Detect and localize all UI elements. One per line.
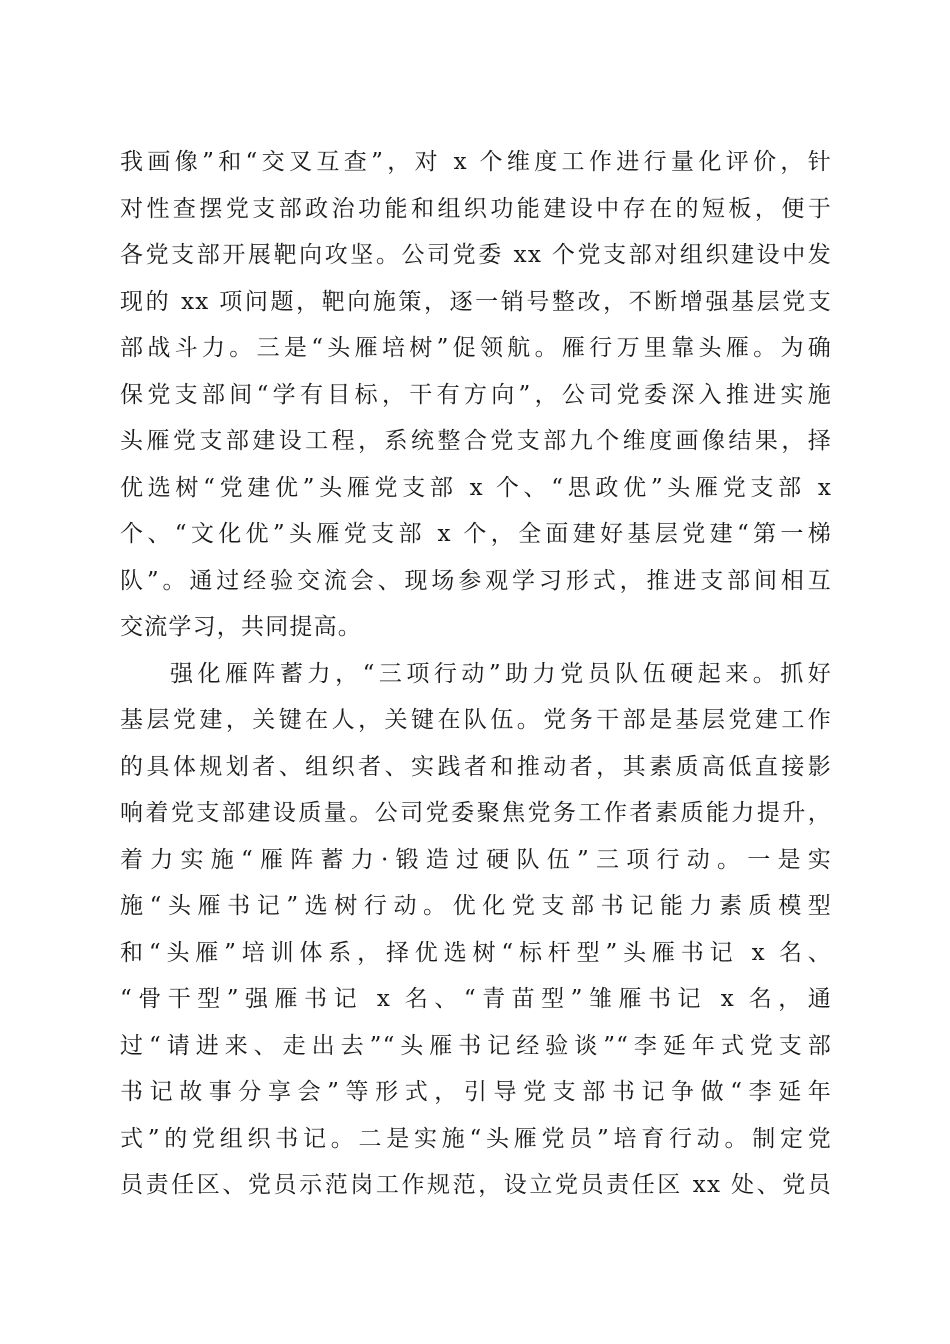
text-line: 响着党支部建设质量。公司党委聚焦党务工作者素质能力提升， (120, 800, 832, 826)
text-line: 过“请进来、走出去”“头雁书记经验谈”“李延年式党支部 (120, 1032, 832, 1059)
text-line: 保党支部间“学有目标，干有方向”，公司党委深入推进实施 (120, 381, 832, 408)
paragraph-1 (120, 139, 832, 651)
text-line: 着力实施“雁阵蓄力·锻造过硬队伍”三项行动。一是实 (120, 846, 832, 873)
text-line: 队”。通过经验交流会、现场参观学习形式，推进支部间相互 (120, 567, 832, 594)
text-line: 个、“文化优”头雁党支部 x 个，全面建好基层党建“第一梯 (120, 521, 832, 547)
text-line: 基层党建，关键在人，关键在队伍。党务干部是基层党建工作 (120, 707, 832, 733)
text-line: 书记故事分享会”等形式，引导党支部书记争做“李延年 (120, 1079, 832, 1105)
text-line: 部战斗力。三是“头雁培树”促领航。雁行万里靠头雁。为确 (120, 335, 832, 361)
text-line: 强化雁阵蓄力，“三项行动”助力党员队伍硬起来。抓好 (170, 660, 832, 687)
text-line: 施“头雁书记”选树行动。优化党支部书记能力素质模型 (120, 893, 832, 919)
text-line: 的具体规划者、组织者、实践者和推动者，其素质高低直接影 (120, 753, 832, 780)
text-line: 和“头雁”培训体系，择优选树“标杆型”头雁书记 x 名、 (120, 939, 832, 966)
text-line: 员责任区、党员示范岗工作规范，设立党员责任区 xx 处、党员 (120, 1172, 832, 1198)
text-line: 各党支部开展靶向攻坚。公司党委 xx 个党支部对组织建设中发 (120, 242, 832, 268)
text-line: 式”的党组织书记。二是实施“头雁党员”培育行动。制定党 (120, 1125, 832, 1152)
text-line: “骨干型”强雁书记 x 名、“青苗型”雏雁书记 x 名，通 (120, 986, 832, 1012)
text-line: 头雁党支部建设工程，系统整合党支部九个维度画像结果，择 (120, 428, 832, 454)
paragraph-2 (120, 651, 832, 1209)
text-line: 优选树“党建优”头雁党支部 x 个、“思政优”头雁党支部 x (120, 474, 832, 501)
text-line: 交流学习，共同提高。 (120, 614, 362, 640)
text-line: 现的 xx 项问题，靶向施策，逐一销号整改，不断增强基层党支 (120, 288, 832, 315)
text-line: 我画像”和“交叉互查”，对 x 个维度工作进行量化评价，针 (120, 149, 832, 175)
document-body (120, 139, 832, 1209)
text-line: 对性查摆党支部政治功能和组织功能建设中存在的短板，便于 (120, 195, 832, 222)
